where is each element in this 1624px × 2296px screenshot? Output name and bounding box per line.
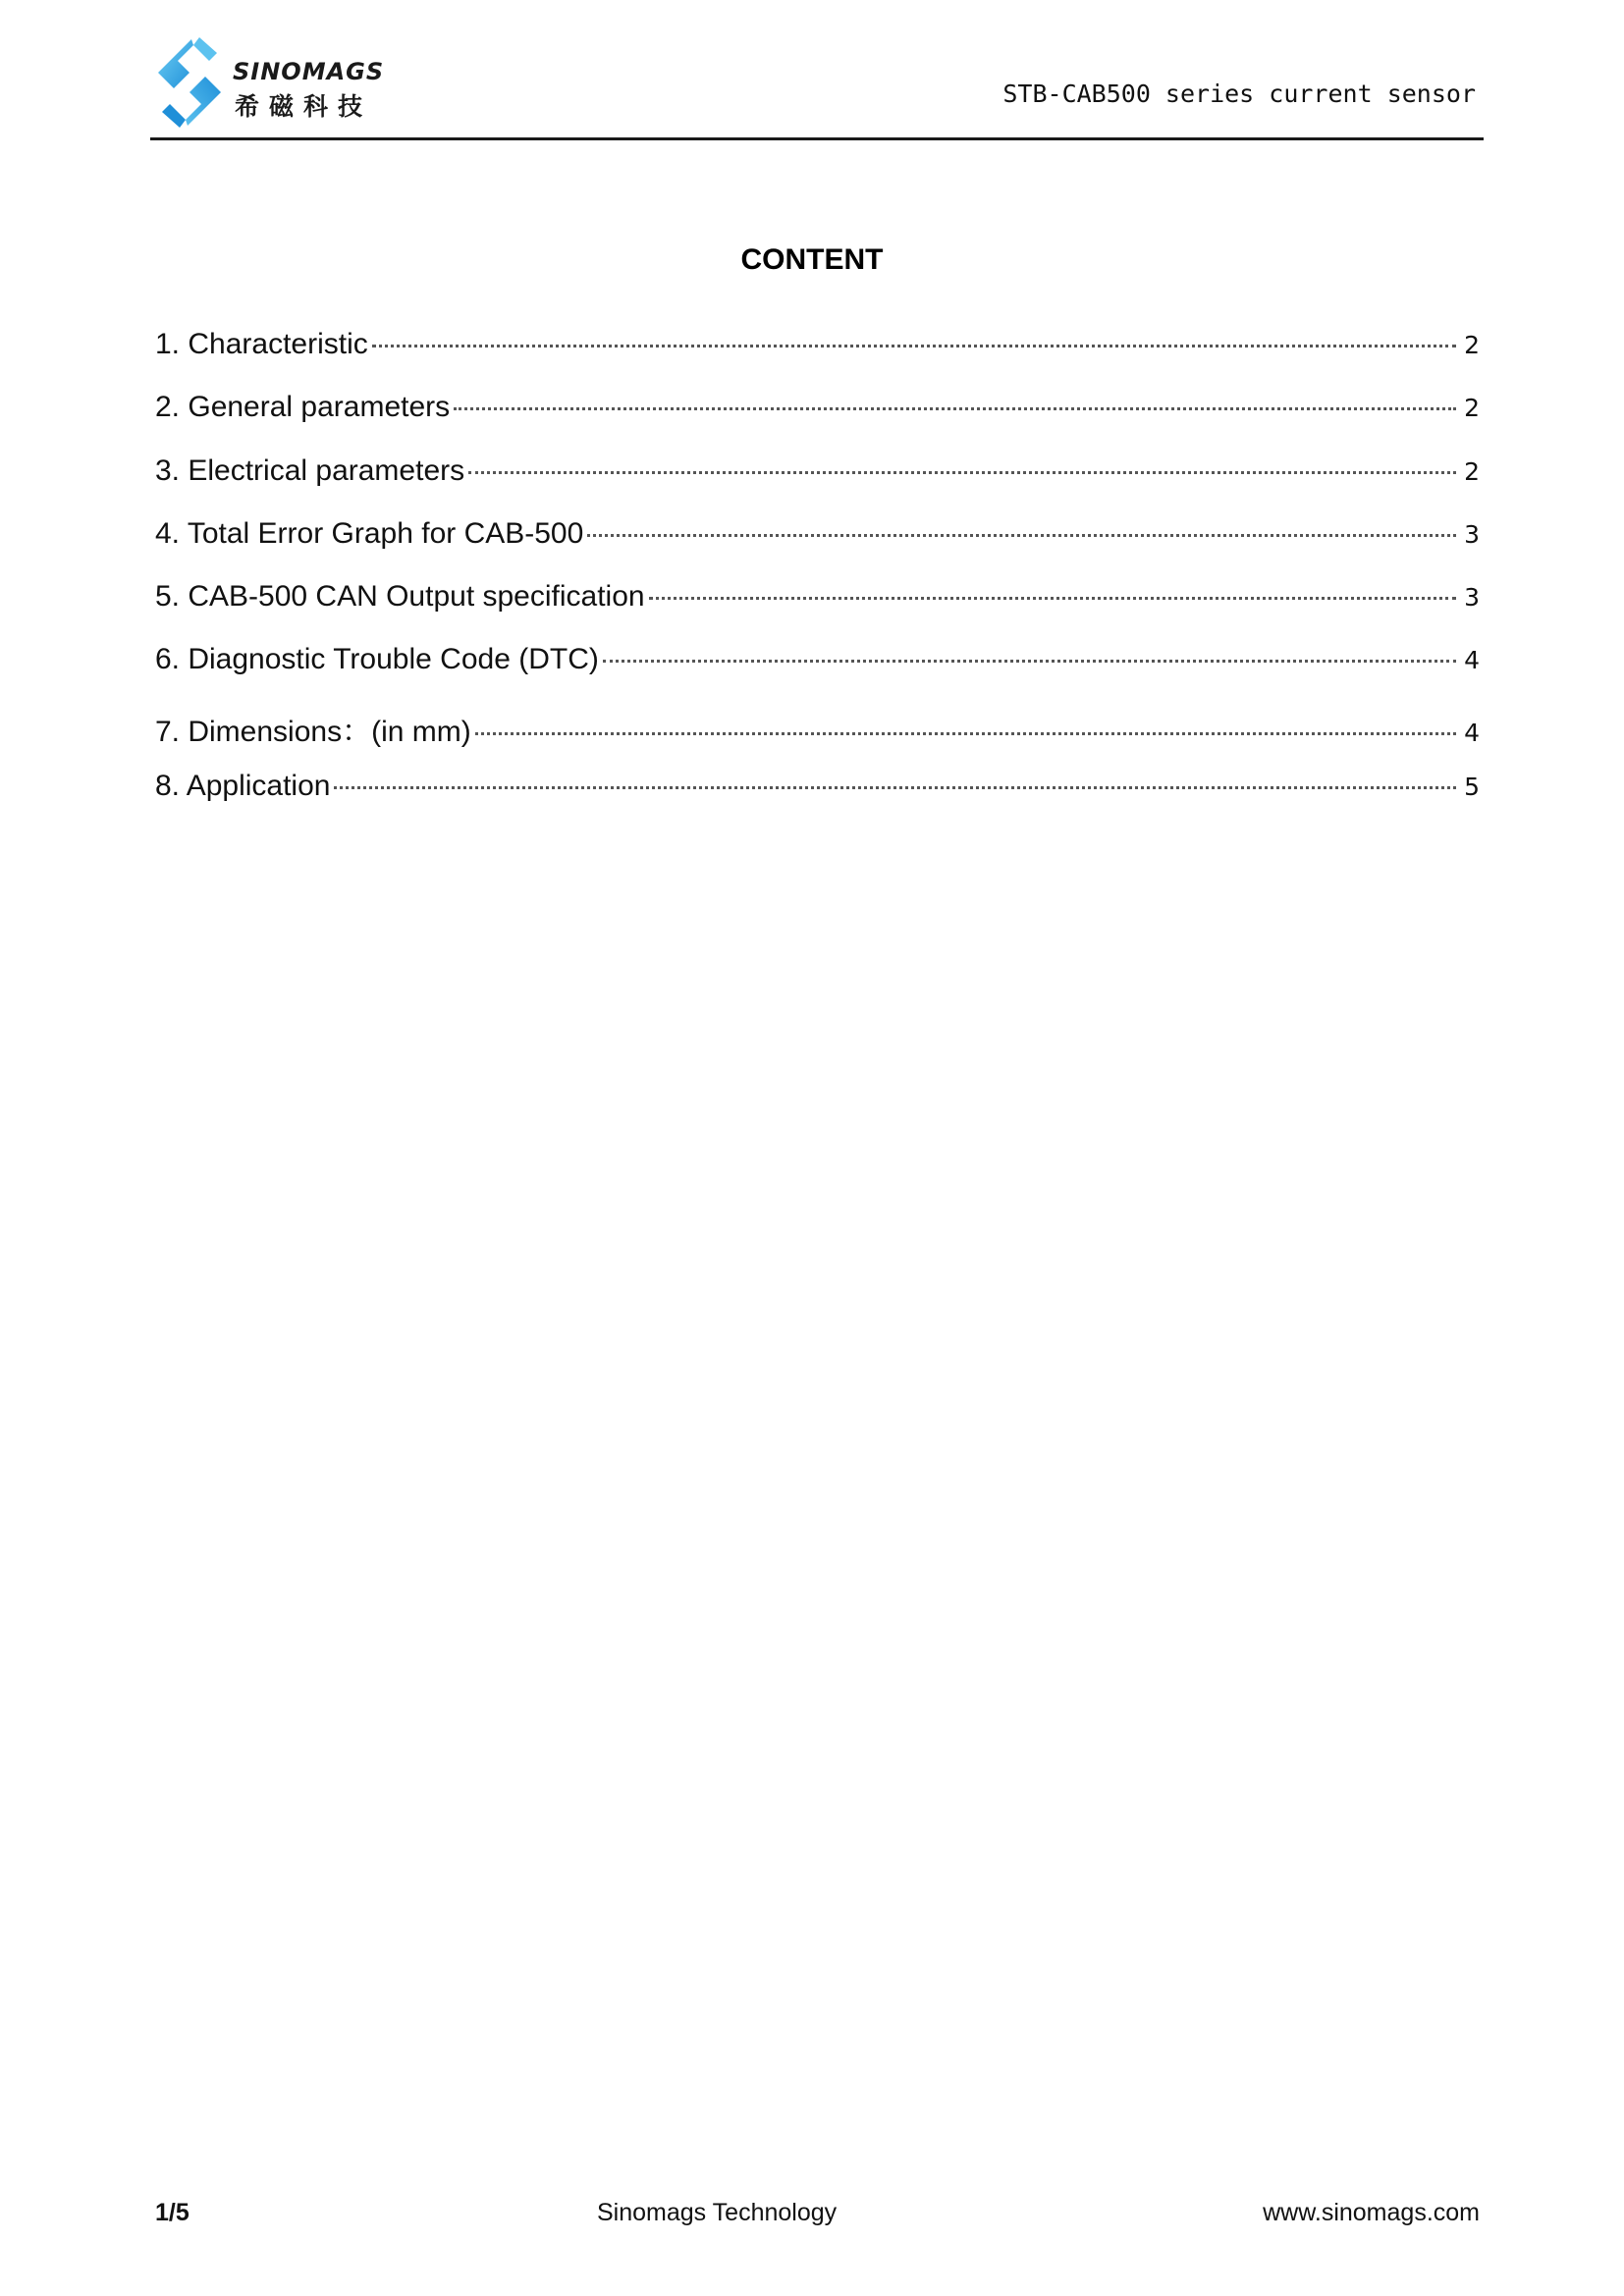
- toc-entry[interactable]: [155, 707, 1480, 770]
- toc-entry-label: 5. CAB-500 CAN Output specification: [155, 580, 645, 614]
- footer-company: Sinomags Technology: [597, 2199, 838, 2226]
- toc-entry[interactable]: [155, 517, 1480, 580]
- toc-entry-label: 4. Total Error Graph for CAB-500: [155, 516, 584, 550]
- content-heading: CONTENT: [740, 243, 884, 276]
- toc-dot-leader: [334, 786, 1456, 789]
- toc-entry[interactable]: [155, 391, 1480, 454]
- toc-entry[interactable]: [155, 770, 1480, 832]
- toc-entry-label: 1. Characteristic: [155, 328, 368, 360]
- toc-entry-label: 6. Diagnostic Trouble Code (DTC): [155, 643, 599, 676]
- page-indicator: 1/5: [155, 2199, 189, 2226]
- toc-dot-leader: [468, 471, 1456, 474]
- toc-entry[interactable]: [155, 580, 1480, 643]
- page-footer: [155, 2199, 1480, 2238]
- page-header: [150, 27, 1484, 140]
- toc-entry-page: 4: [1464, 718, 1480, 747]
- toc-entry[interactable]: [155, 328, 1480, 391]
- toc-entry-label: 7. Dimensions：(in mm): [155, 715, 471, 748]
- toc-entry-label: 8. Application: [155, 770, 331, 803]
- toc-entry-page: 3: [1464, 583, 1480, 613]
- company-logo: [154, 33, 419, 132]
- table-of-contents: [155, 328, 1480, 832]
- toc-entry-page: 4: [1464, 646, 1480, 675]
- toc-entry-page: 5: [1464, 773, 1480, 802]
- toc-entry-page: 2: [1464, 394, 1480, 423]
- document-title: STB-CAB500 series current sensor: [1002, 80, 1476, 108]
- toc-dot-leader: [475, 732, 1456, 735]
- toc-dot-leader: [454, 407, 1456, 410]
- logo-wordmark: SINOMAGS: [233, 58, 385, 85]
- toc-entry-label: 2. General parameters: [155, 391, 451, 424]
- footer-website: www.sinomags.com: [1263, 2199, 1480, 2226]
- toc-entry-page: 2: [1464, 456, 1480, 486]
- toc-entry-page: 2: [1464, 331, 1480, 359]
- toc-entry[interactable]: [155, 454, 1480, 517]
- toc-dot-leader: [603, 660, 1456, 663]
- toc-entry-page: 3: [1464, 519, 1480, 549]
- toc-entry-label: 3. Electrical parameters: [155, 454, 465, 487]
- toc-entry[interactable]: [155, 643, 1480, 706]
- sinomags-logo-icon: [154, 33, 225, 132]
- toc-dot-leader: [372, 345, 1456, 347]
- logo-chinese-name: 希磁科技: [235, 92, 373, 121]
- toc-dot-leader: [587, 534, 1456, 537]
- toc-dot-leader: [649, 597, 1456, 600]
